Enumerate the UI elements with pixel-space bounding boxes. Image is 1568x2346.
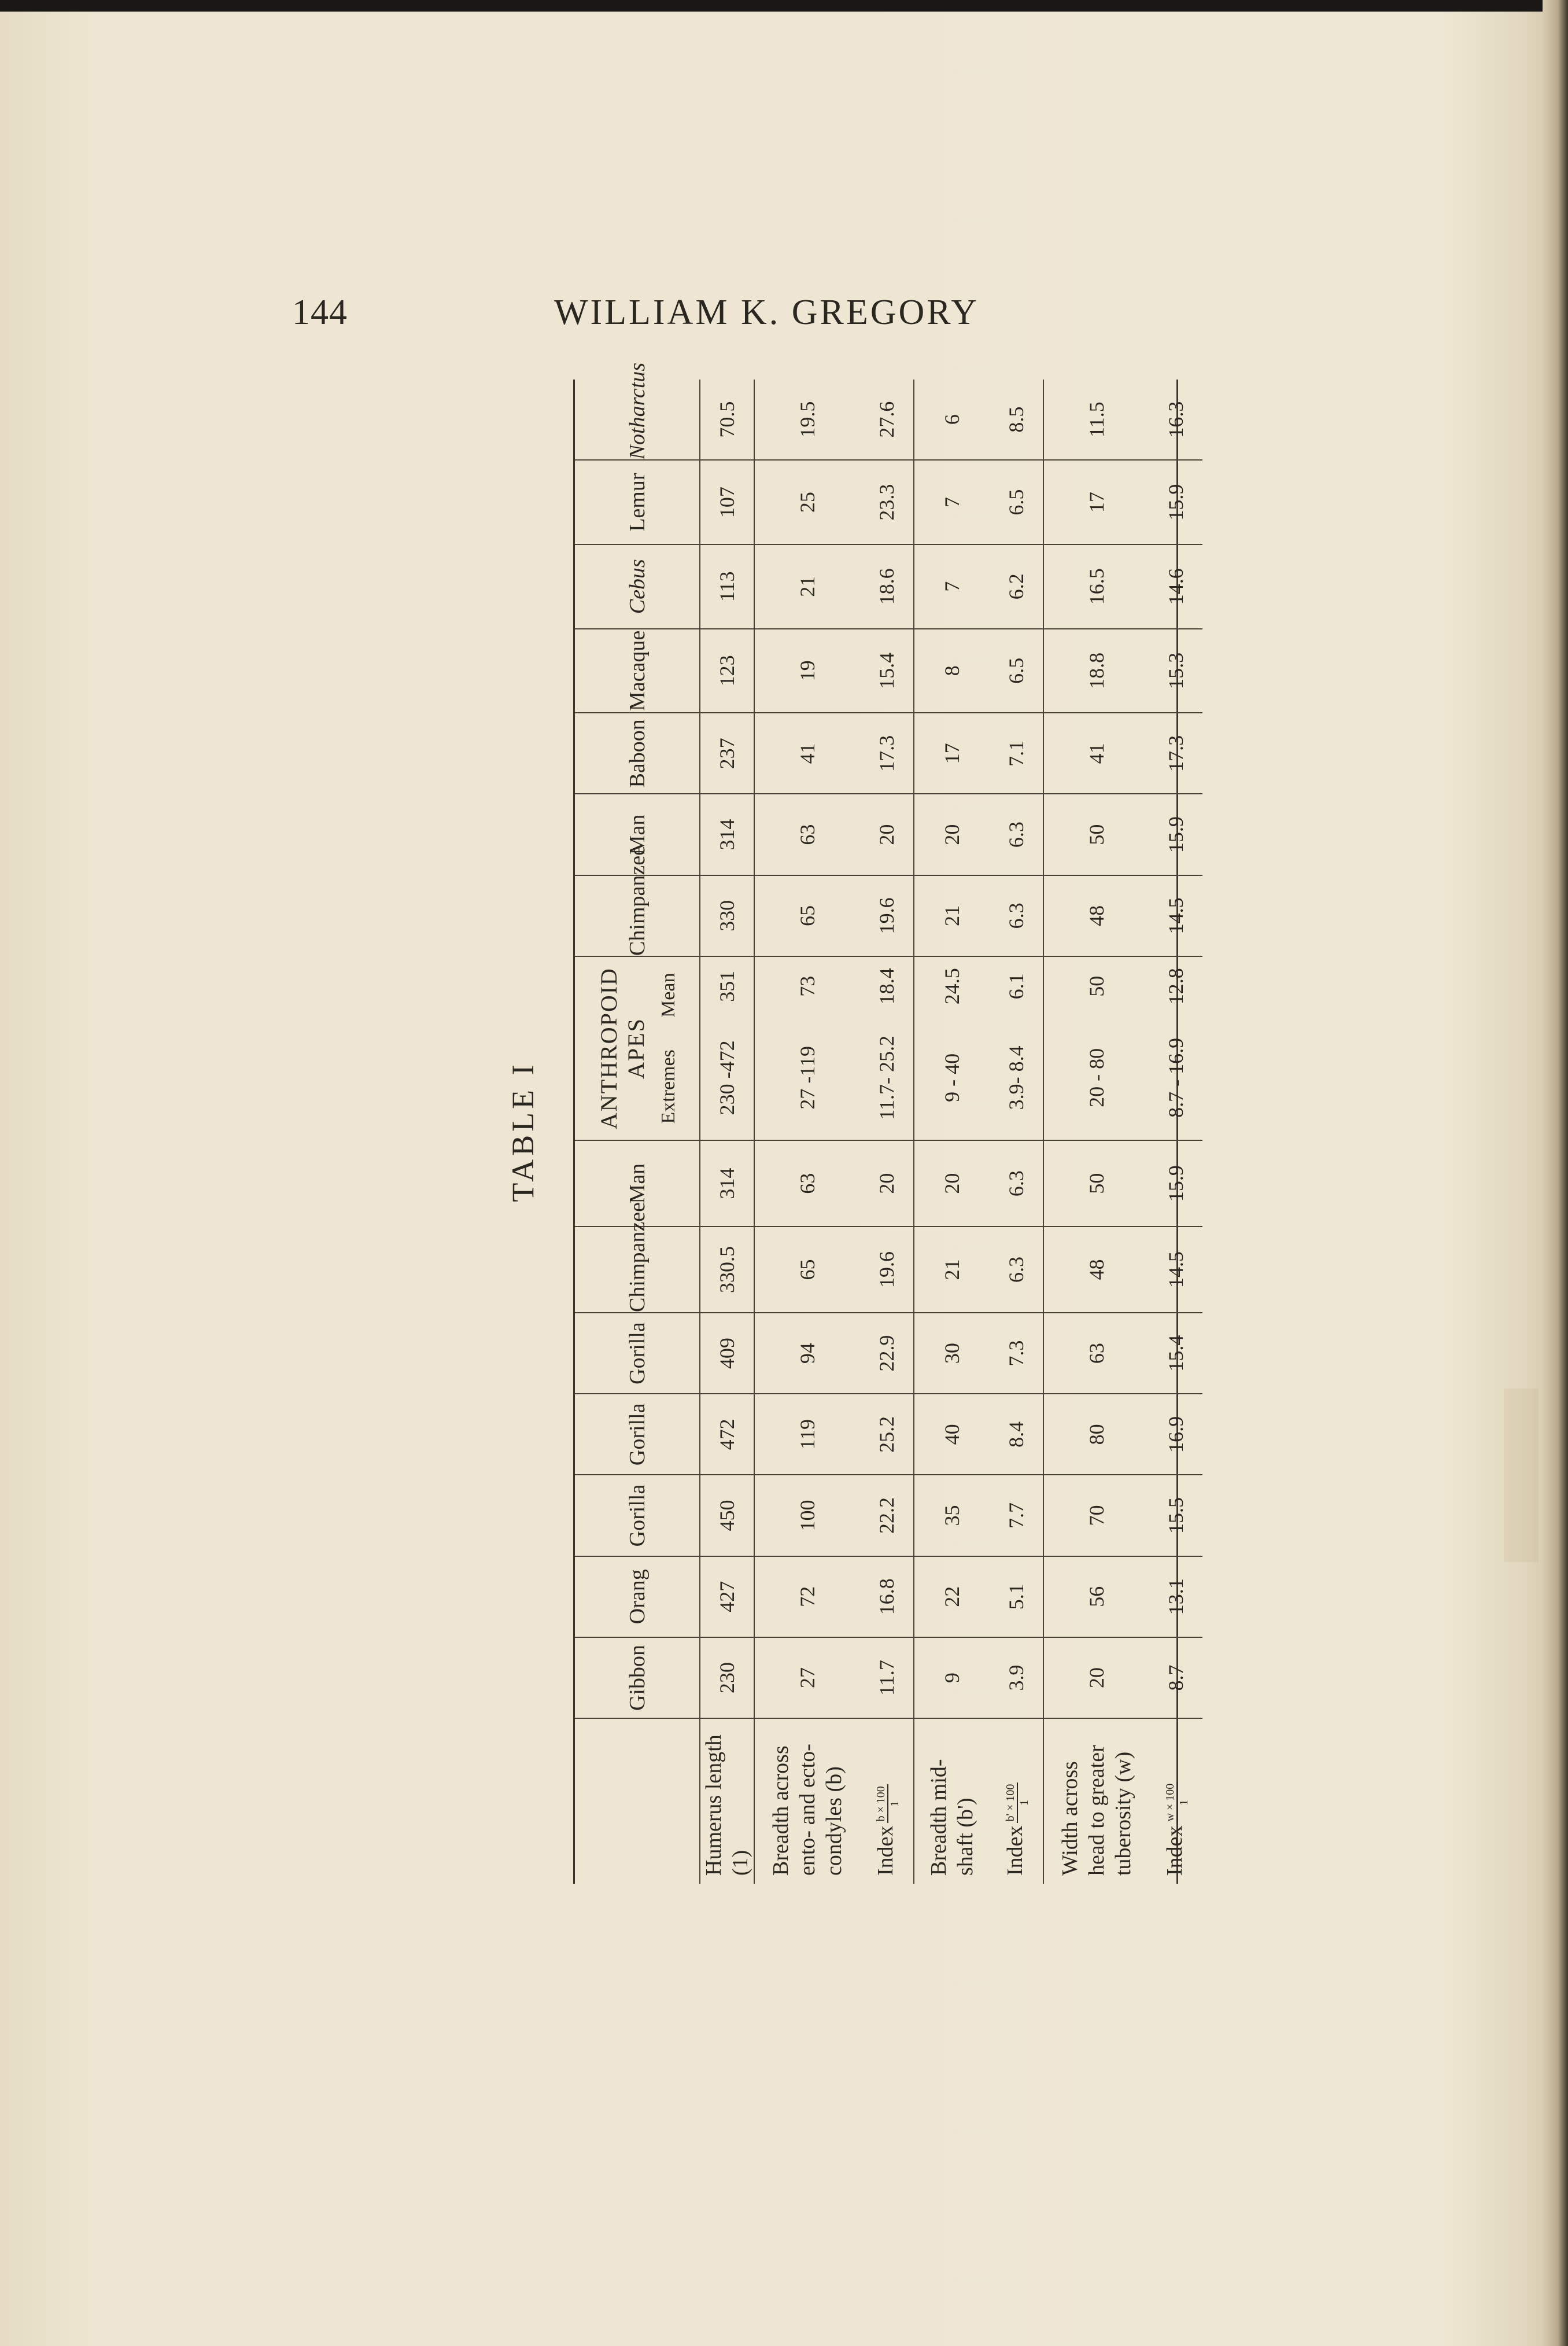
page-edge-shadow: [1543, 0, 1568, 2346]
table-cell: 17: [1043, 460, 1149, 544]
table-cell: 63: [1043, 1313, 1149, 1394]
table-row: [1043, 380, 1149, 1884]
table-cell: 63: [754, 794, 860, 875]
table-cell: 21: [914, 1227, 990, 1313]
fraction-numerator: w × 100: [1164, 1782, 1178, 1824]
table-cell: 7.3: [990, 1313, 1043, 1394]
table-cell: 25.2: [860, 1394, 914, 1475]
table-cell: 8.7 - 16.9: [1149, 1015, 1202, 1140]
table-cell: 20 - 80: [1043, 1015, 1149, 1140]
row-label: [754, 1718, 860, 1884]
table-cell: 48: [1043, 1227, 1149, 1313]
data-table: [573, 362, 1190, 1884]
table-cell: 8.5: [990, 380, 1043, 460]
table-cell: 23.3: [860, 460, 914, 544]
table-row: [990, 380, 1043, 1884]
col-header: Gorilla: [575, 1394, 700, 1475]
col-header: Baboon: [575, 713, 700, 794]
rotated-table-block: [499, 362, 1190, 1884]
table-cell: 65: [754, 875, 860, 956]
table-cell: 107: [700, 460, 754, 544]
table-cell: 15.3: [1149, 629, 1202, 713]
col-header: Gorilla: [575, 1475, 700, 1556]
table-cell: 73: [796, 975, 819, 997]
table-cell: 14.6: [1149, 544, 1202, 629]
table-cell: 16.3: [1149, 380, 1202, 460]
table-cell: 15.9: [1149, 794, 1202, 875]
table-cell: 16.9: [1149, 1394, 1202, 1475]
table-cell: 314: [700, 794, 754, 875]
table-cell: 16.8: [860, 1556, 914, 1637]
table-cell: 20: [860, 1140, 914, 1227]
row-label: [700, 1718, 754, 1884]
group-title: ANTHROPOID APES: [595, 967, 649, 1130]
row-label: [990, 1718, 1043, 1884]
paper-stain: [1504, 1389, 1539, 1562]
extremes-label: Extremes: [657, 1049, 679, 1124]
header-blank: [575, 1718, 700, 1884]
table-cell: 6.5: [990, 460, 1043, 544]
table-cell: 314: [700, 1140, 754, 1227]
fraction-numerator: b' × 100: [1004, 1782, 1018, 1824]
table-cell: 472: [700, 1394, 754, 1475]
col-header: Man: [575, 794, 700, 875]
table-cell: 450: [700, 1475, 754, 1556]
table-cell: 72: [754, 1556, 860, 1637]
table-cell: 15.5: [1149, 1475, 1202, 1556]
table-cell: 6.1: [990, 956, 1043, 1016]
table-cell: 5.1: [990, 1556, 1043, 1637]
table-cell: 21: [914, 875, 990, 956]
table-cell: 65: [754, 1227, 860, 1313]
col-header: Chimpanzee: [575, 1227, 700, 1313]
header-row: [575, 380, 700, 1884]
page-number: 144: [292, 293, 348, 332]
table-cell: 8: [914, 629, 990, 713]
col-header: Orang: [575, 1556, 700, 1637]
table-cell: 20: [914, 1140, 990, 1227]
col-header: Cebus: [575, 544, 700, 629]
table-cell: 17.3: [1149, 713, 1202, 794]
table-row: [860, 380, 914, 1884]
table-cell: 6: [914, 380, 990, 460]
table-cell: 15.9: [1149, 1140, 1202, 1227]
table-cell: 70: [1043, 1475, 1149, 1556]
table-cell: 27.6: [860, 380, 914, 460]
table-cell: 56: [1043, 1556, 1149, 1637]
table-cell: 18.4: [860, 956, 914, 1016]
fraction-denominator: 1: [1177, 1799, 1190, 1806]
table-cell: 18.8: [1043, 629, 1149, 713]
table-cell: 9: [914, 1637, 990, 1718]
table-cell: 21: [754, 544, 860, 629]
row-label: [860, 1718, 914, 1884]
table-cell: 20: [914, 794, 990, 875]
table-row: [700, 380, 754, 1884]
group-header-anthropoid-apes: [575, 956, 700, 1140]
table-cell: 237: [700, 713, 754, 794]
table-cell: 6.3: [990, 1227, 1043, 1313]
table-cell: 100: [754, 1475, 860, 1556]
row-label-text: Index: [1003, 1825, 1028, 1876]
col-header: Man: [575, 1140, 700, 1227]
table-cell: 80: [1043, 1394, 1149, 1475]
table-cell: 50: [1085, 975, 1108, 997]
col-header: Chimpanzee: [575, 875, 700, 956]
table-cell: 11.5: [1043, 380, 1149, 460]
col-header: Gibbon: [575, 1637, 700, 1718]
row-label-text: Index: [873, 1825, 898, 1876]
table-row: [1149, 380, 1202, 1884]
col-header: Macaque: [575, 629, 700, 713]
table-cell: 11.7: [860, 1637, 914, 1718]
table-row: [754, 380, 860, 1884]
table-cell: 230: [700, 1637, 754, 1718]
table-cell: 35: [914, 1475, 990, 1556]
table-cell: 15.4: [860, 629, 914, 713]
table-cell: 6.2: [990, 544, 1043, 629]
row-label: [1043, 1718, 1149, 1884]
table-cell: 20: [860, 794, 914, 875]
table-cell: 19.6: [860, 1227, 914, 1313]
table-cell: 48: [1043, 875, 1149, 956]
table-cell: 8.7: [1149, 1637, 1202, 1718]
table-cell: 15.4: [1149, 1313, 1202, 1394]
table-cell: 15.9: [1149, 460, 1202, 544]
table-cell: 7: [914, 460, 990, 544]
table-cell: 40: [914, 1394, 990, 1475]
table-cell: 22: [914, 1556, 990, 1637]
table-cell: 351: [700, 956, 754, 1016]
table-cell: 7: [914, 544, 990, 629]
table-cell: 20: [1043, 1637, 1149, 1718]
table-cell: 27: [754, 1637, 860, 1718]
row-label-text: Breadth across ento- and ecto-condyles (b): [769, 1744, 846, 1876]
index-fraction: [1164, 1782, 1190, 1824]
table-cell: 94: [754, 1313, 860, 1394]
row-label-text: Width across head to greater tuberosity (w): [1058, 1745, 1135, 1876]
table-cell: 14.5: [1149, 1227, 1202, 1313]
table-cell: 11.7- 25.2: [860, 1015, 914, 1140]
table-cell: 22.2: [860, 1475, 914, 1556]
row-label: [914, 1718, 990, 1884]
table-cell: 12.8: [1164, 968, 1187, 1005]
index-fraction: [1004, 1782, 1031, 1824]
table-cell: 9 - 40: [914, 1015, 990, 1140]
table-cell: 30: [914, 1313, 990, 1394]
table-cell: 8.4: [990, 1394, 1043, 1475]
table-cell: 25: [754, 460, 860, 544]
row-label-text: Humerus length (1): [702, 1734, 752, 1876]
index-fraction: [875, 1784, 901, 1823]
table-cell: 27 -119: [754, 1015, 860, 1140]
table-cell: 330.5: [700, 1227, 754, 1313]
row-label-text: Index: [1163, 1825, 1187, 1876]
table-cell: 17: [914, 713, 990, 794]
table-cell: 119: [754, 1394, 860, 1475]
table-title: TABLE I: [506, 1061, 540, 1202]
table-cell: 6.5: [990, 629, 1043, 713]
col-header: Gorilla: [575, 1313, 700, 1394]
table-cell: 41: [754, 713, 860, 794]
fraction-denominator: 1: [888, 1800, 901, 1807]
table-cell: 41: [1043, 713, 1149, 794]
mean-label: Mean: [657, 973, 679, 1018]
table-cell: 16.5: [1043, 544, 1149, 629]
table-cell: 19.5: [754, 380, 860, 460]
table-cell: 7.7: [990, 1475, 1043, 1556]
table-cell: 19: [754, 629, 860, 713]
table-cell: 6.3: [990, 875, 1043, 956]
running-head: WILLIAM K. GREGORY: [554, 293, 979, 332]
table-cell: 18.6: [860, 544, 914, 629]
table-cell: 70.5: [700, 380, 754, 460]
table-cell: 7.1: [990, 713, 1043, 794]
table-cell: 3.9- 8.4: [990, 1015, 1043, 1140]
table-cell: 3.9: [990, 1637, 1043, 1718]
table-cell: 409: [700, 1313, 754, 1394]
table-cell: 113: [700, 544, 754, 629]
col-header: Notharctus: [575, 380, 700, 460]
table-cell: 123: [700, 629, 754, 713]
table-cell: 427: [700, 1556, 754, 1637]
table-cell: 230 -472: [700, 1015, 754, 1140]
fraction-numerator: b × 100: [875, 1784, 888, 1823]
table-row: [914, 380, 990, 1884]
fraction-denominator: 1: [1017, 1800, 1031, 1806]
table-cell: 6.3: [990, 1140, 1043, 1227]
table-cell: 50: [1043, 1140, 1149, 1227]
row-label-text: Breadth mid-shaft (b'): [927, 1759, 977, 1876]
table-cell: 6.3: [990, 794, 1043, 875]
table-cell: 24.5: [940, 968, 964, 1005]
table-cell: 19.6: [860, 875, 914, 956]
table-cell: 17.3: [860, 713, 914, 794]
table-cell: 63: [754, 1140, 860, 1227]
col-header: Lemur: [575, 460, 700, 544]
scan-top-border: [0, 0, 1568, 12]
table-cell: 50: [1043, 794, 1149, 875]
table-cell: 14.5: [1149, 875, 1202, 956]
table-cell: 330: [700, 875, 754, 956]
row-label: [1149, 1718, 1202, 1884]
table-cell: 13.1: [1149, 1556, 1202, 1637]
table-cell: 22.9: [860, 1313, 914, 1394]
